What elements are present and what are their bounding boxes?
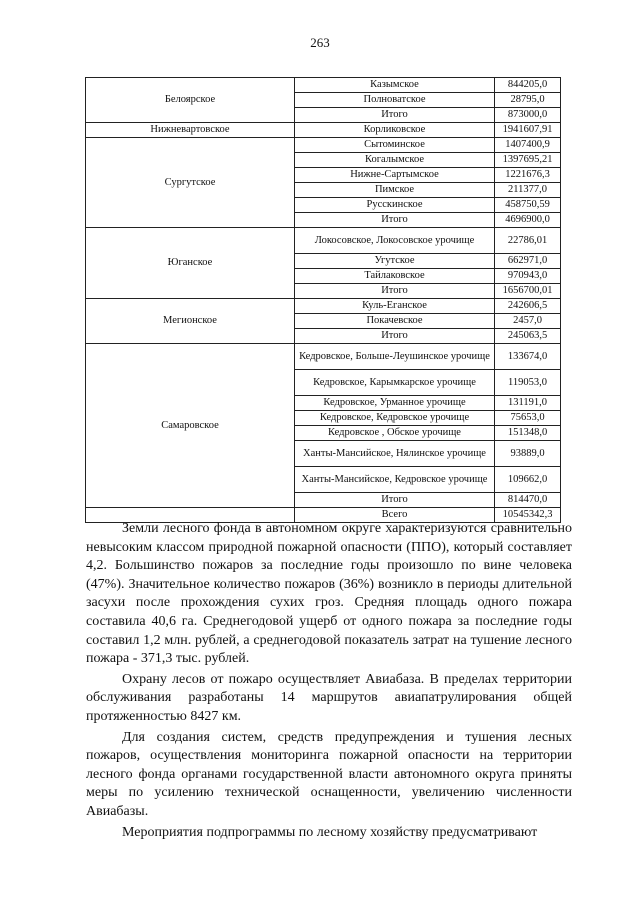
area-cell: 2457,0	[495, 314, 561, 329]
region-cell: Сургутское	[86, 138, 295, 228]
forestry-cell: Нижне-Сартымское	[295, 168, 495, 183]
area-cell: 814470,0	[495, 493, 561, 508]
area-cell: 131191,0	[495, 396, 561, 411]
area-cell: 75653,0	[495, 411, 561, 426]
area-cell: 844205,0	[495, 78, 561, 93]
forestry-cell: Корликовское	[295, 123, 495, 138]
forestry-cell: Кедровское, Больше-Леушинское урочище	[295, 344, 495, 370]
paragraph: Мероприятия подпрограммы по лесному хозяйству предусматривают	[122, 824, 538, 840]
area-cell: 1941607,91	[495, 123, 561, 138]
area-cell: 1407400,9	[495, 138, 561, 153]
forestry-cell: Сытоминское	[295, 138, 495, 153]
area-cell: 28795,0	[495, 93, 561, 108]
forestry-cell: Тайлаковское	[295, 269, 495, 284]
forestry-cell: Итого	[295, 213, 495, 228]
area-cell: 151348,0	[495, 426, 561, 441]
page-number: 263	[310, 35, 330, 50]
paragraph: Для создания систем, средств предупреждения и тушения лесных пожаров, осуществления мониторинга пожарной опасности на территории лесного фонда органами государственной власти автономного округа приняты меры по усилению технической оснащенности, увеличению численности Авиабазы.	[86, 729, 572, 819]
table-row	[86, 299, 561, 314]
forestry-cell: Локосовское, Локосовское урочище	[295, 228, 495, 254]
area-cell: 4696900,0	[495, 213, 561, 228]
forestry-cell: Куль-Еганское	[295, 299, 495, 314]
region-cell: Юганское	[86, 228, 295, 299]
area-cell: 1656700,01	[495, 284, 561, 299]
region-cell: Нижневартовское	[86, 123, 295, 138]
region-cell: Мегионское	[86, 299, 295, 344]
paragraph: Земли лесного фонда в автономном округе характеризуются сравнительно невысоким классом природной пожарной опасности (ППО), который составляет 4,2. Большинство пожаров за последние годы произошло по вине человека (47%). Значительное количество пожаров (36%) возникло в периоды длительной засухи после прохождения сухих гроз. Средняя площадь одного пожара составила 40,6 га. Среднегодовой ущерб от одного пожара за последние годы составил 1,2 млн. рублей, а среднегодовой показатель затрат на тушение лесного пожара - 371,3 тыс. рублей.	[86, 521, 572, 667]
table-row	[86, 78, 561, 93]
forestry-cell: Полноватское	[295, 93, 495, 108]
area-cell: 662971,0	[495, 254, 561, 269]
forestry-cell: Итого	[295, 284, 495, 299]
forestry-cell: Кедровское, Кедровское урочище	[295, 411, 495, 426]
forestry-cell: Ханты-Мансийское, Нялинское урочище	[295, 441, 495, 467]
area-cell: 245063,5	[495, 329, 561, 344]
table-row	[86, 138, 561, 153]
paragraph: Охрану лесов от пожаро осуществляет Авиабаза. В пределах территории обслуживания разработаны 14 маршрутов авиапатрулирования общей протяженностью 8427 км.	[86, 671, 572, 724]
area-cell: 119053,0	[495, 370, 561, 396]
region-cell: Белоярское	[86, 78, 295, 123]
area-cell: 242606,5	[495, 299, 561, 314]
area-cell: 1397695,21	[495, 153, 561, 168]
total-label: Всего	[295, 508, 495, 523]
total-area: 10545342,3	[495, 508, 561, 523]
body-text	[86, 520, 572, 844]
forestry-cell: Когалымское	[295, 153, 495, 168]
table-row	[86, 344, 561, 370]
forestry-cell: Русскинское	[295, 198, 495, 213]
forestry-cell: Пимское	[295, 183, 495, 198]
area-cell: 93889,0	[495, 441, 561, 467]
area-cell: 133674,0	[495, 344, 561, 370]
area-cell: 458750,59	[495, 198, 561, 213]
table-row	[86, 228, 561, 254]
forestry-cell: Итого	[295, 108, 495, 123]
forestry-cell: Угутское	[295, 254, 495, 269]
area-cell: 109662,0	[495, 467, 561, 493]
forestry-cell: Кедровское, Карымкарское урочище	[295, 370, 495, 396]
area-cell: 970943,0	[495, 269, 561, 284]
table-row	[86, 123, 561, 138]
forestry-cell: Итого	[295, 329, 495, 344]
area-cell: 1221676,3	[495, 168, 561, 183]
forestry-cell: Кедровское, Урманное урочище	[295, 396, 495, 411]
forestry-cell: Кедровское , Обское урочище	[295, 426, 495, 441]
forestry-cell: Казымское	[295, 78, 495, 93]
forestry-cell: Покачевское	[295, 314, 495, 329]
area-cell: 873000,0	[495, 108, 561, 123]
forestry-cell: Итого	[295, 493, 495, 508]
area-cell: 211377,0	[495, 183, 561, 198]
forestry-cell: Ханты-Мансийское, Кедровское урочище	[295, 467, 495, 493]
forestry-area-table	[85, 77, 561, 523]
region-cell: Самаровское	[86, 344, 295, 508]
area-cell: 22786,01	[495, 228, 561, 254]
